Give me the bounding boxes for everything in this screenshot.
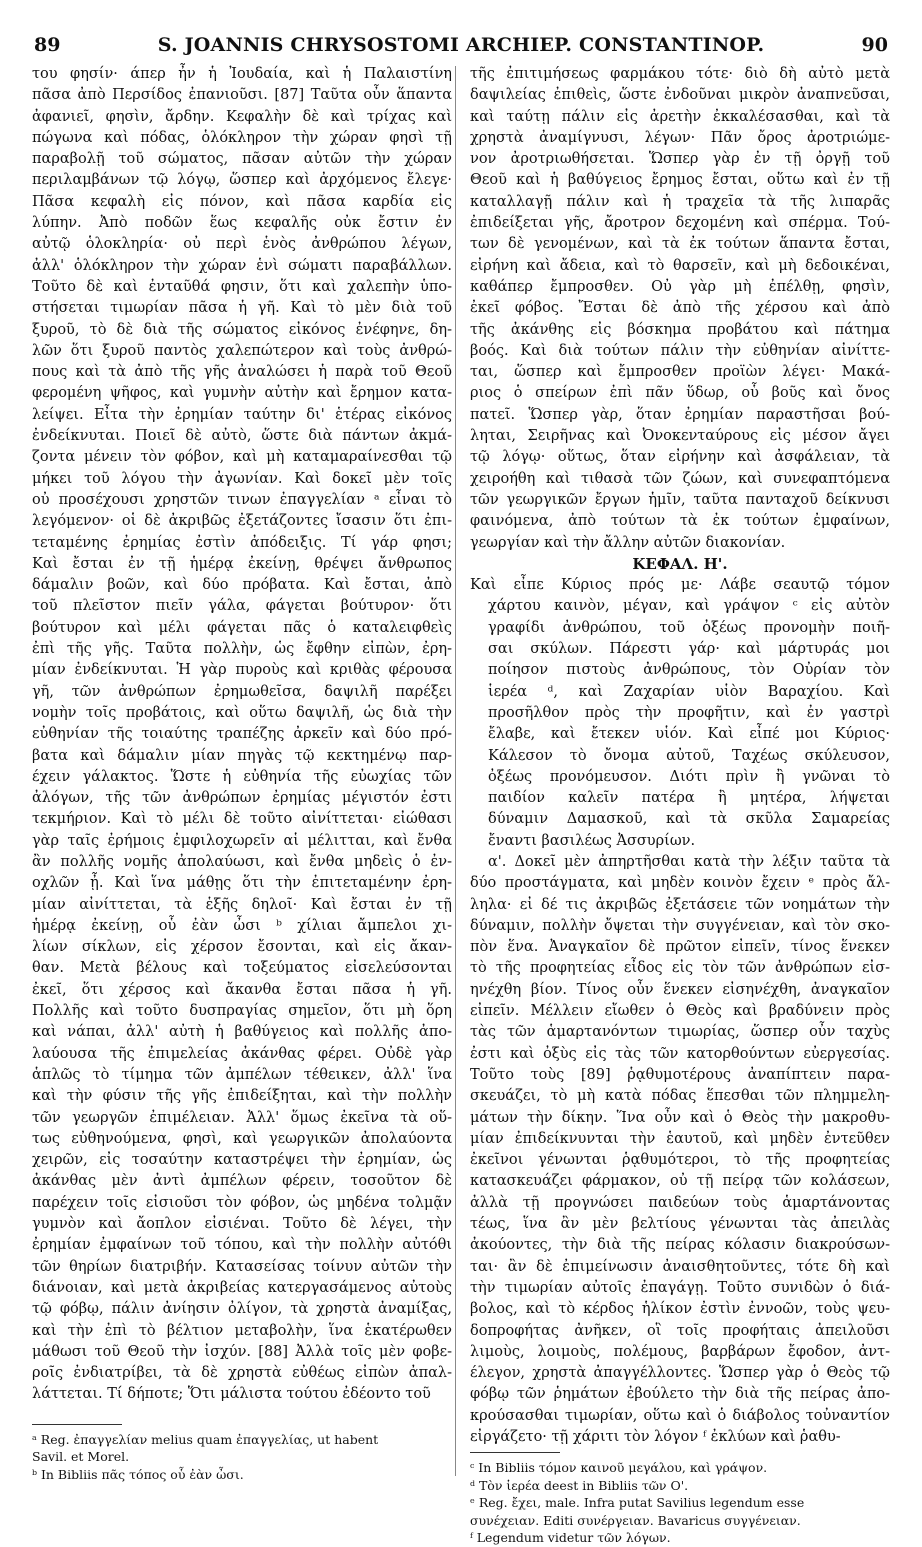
text-line: καθάπερ ἔμπροσθεν. Οὐ γὰρ μὴ ἐπέλθῃ, φησὶν, <box>470 278 890 295</box>
text-line: τῆς ἀκάνθης εἰς βόσκημα προβάτου καὶ πάτημα <box>470 321 890 338</box>
text-line: εἰργάζετο· τῇ χάριτι τὸν λόγον ᶠ ἐκλύων καὶ ῥαθυ- <box>470 1429 841 1445</box>
text-line: α'. Δοκεῖ μὲν ἀπηρτῆσθαι κατὰ τὴν λέξιν ταῦτα τὰ <box>488 853 890 870</box>
text-line: διάνοιαν, καὶ μετὰ ἀκριβείας κατεργασάμενος αὐτοὺς <box>32 1279 452 1296</box>
scripture-line: δύναμιν Δαμασκοῦ, καὶ τὰ σκῦλα Σαμαρείας <box>488 811 890 828</box>
text-line: μήκει τοῦ λόγου τὴν ἀγωνίαν. Καὶ δοκεῖ μὲν τοῖς <box>32 470 452 487</box>
text-line: πατεῖ. Ὥσπερ γὰρ, ὅταν ἐρημίαν παραστῆσαι βού- <box>470 406 890 423</box>
spacer <box>32 1406 452 1420</box>
text-line: λίων σίκλων, εἰς χέρσον ἔσονται, καὶ εἰς ἄκαν- <box>32 939 452 956</box>
text-line: των δὲ γενομένων, καὶ τὰ ἐκ τούτων ἅπαντα ἔσται, <box>470 236 890 253</box>
text-line: μίαν ἐνδείκνυται. Ἡ γὰρ πυροὺς καὶ κριθὰς φέρουσα <box>32 662 452 679</box>
text-line: τῶν γεωργῶν ἐπιμέλειαν. Ἀλλ' ὅμως ἐκεῖνα τὰ οὕ- <box>32 1109 452 1126</box>
page-number-right: 90 <box>861 34 888 56</box>
text-line: βολος, καὶ τὸ κέρδος ἡλίκον ἐστὶν ἐννοῶν, τοὺς ψευ- <box>470 1301 890 1318</box>
chapter-heading: ΚΕΦΑΛ. Η'. <box>632 554 728 573</box>
scripture-line: ἔλαβε, καὶ ἔτεκεν υἱόν. Καὶ εἶπέ μοι Κύριος· <box>488 726 890 743</box>
scripture-line: ἱερέα ᵈ, καὶ Ζαχαρίαν υἱὸν Βαραχίου. Καὶ <box>488 683 890 700</box>
text-line: μάθωσι τοῦ Θεοῦ τὴν ἰσχύν. [88] Ἀλλὰ τοῖς μὲν φοβε- <box>32 1343 452 1360</box>
right-footnotes <box>470 1459 890 1547</box>
right-column-body <box>470 64 890 554</box>
text-line: λιμοὺς, λοιμοὺς, πολέμους, βαρβάρων ἔφοδον, ἀντ- <box>470 1343 890 1360</box>
footnote-line: ᵇ In Bibliis πᾶς τόπος οὗ ἐὰν ὦσι. <box>32 1466 244 1482</box>
text-line: γῆ, τῶν ἀνθρώπων ἐρημωθεῖσα, δαψιλῆ παρέξει <box>32 683 452 700</box>
text-line: ἐπὶ τῆς γῆς. Ταῦτα πολλὴν, ὡς ἔφθην εἰπὼν, ἐρη- <box>32 641 452 658</box>
text-line: νον ἀροτριωθήσεται. Ὥσπερ γὰρ ἐν τῇ ὀργῇ τοῦ <box>470 151 890 168</box>
text-line: ριος ὁ σπείρων ἐπὶ πᾶν ὕδωρ, οὗ βοῦς καὶ ὄνος <box>470 385 890 402</box>
text-line: τῶν γεωργικῶν ἔργων ἡμῖν, ταῦτα πανταχοῦ δείκνυσι <box>470 491 890 508</box>
text-line: έχειν γάλακτος. Ὥστε ἡ εὐθηνία τῆς εὐωχίας τῶν <box>32 768 452 785</box>
text-line: θαν. Μετὰ βέλους καὶ τοξεύματος εἰσελεύσονται <box>32 960 452 977</box>
text-line: ληται, Σειρῆνας καὶ Ὀνοκενταύρους εἰς μέσον ἄγει <box>470 428 890 445</box>
text-line: ἐνδείκνυται. Ποιεῖ δὲ αὐτὸ, ὥστε διὰ πάντων ἀκμά- <box>32 428 452 445</box>
text-line: παραβολῇ τοῦ σώματος, πᾶσαν αὐτῶν τὴν χώραν <box>32 151 452 168</box>
text-line: δύο προστάγματα, καὶ μηδὲν κοινὸν ἔχειν ᵉ πρὸς ἄλ- <box>470 875 890 892</box>
text-line: εἰπεῖν. Μέλλειν εἴωθεν ὁ Θεὸς καὶ βραδύνειν πρὸς <box>470 1003 890 1020</box>
footnote-line: ᵃ Reg. ἐπαγγελίαν melius quam ἐπαγγελίας, ut habent <box>32 1431 379 1447</box>
left-column-body <box>32 64 452 1406</box>
commentary-text <box>470 852 890 1448</box>
text-line: τῷ λόγῳ· οὕτως, ὅταν εἰρήνην καὶ ἀσφάλειαν, τὰ <box>470 449 890 466</box>
text-line: Πολλῆς καὶ τοῦτο δυσπραγίας σημεῖον, ὅτι μὴ ὅρη <box>32 1003 452 1020</box>
text-line: μίαν αἰνίττεται, τὰ ἑξῆς δηλοῖ· Καὶ ἔσται ἐν τῇ <box>32 896 452 913</box>
text-line: ξυροῦ, τὸ δὲ διὰ τῆς σώματος εἰκόνος ἐνέφηνε, δη- <box>32 321 452 338</box>
text-line: καὶ τὴν φύσιν τῆς γῆς ἐπιδείξηται, καὶ τὴν πολλὴν <box>32 1088 452 1105</box>
text-line: εἰρήνη καὶ ἄδεια, καὶ τὸ θαρσεῖν, καὶ μὴ δεδοικέναι, <box>470 257 890 274</box>
text-line: λύπην. Ἀπὸ ποδῶν ἕως κεφαλῆς οὐκ ἔστιν ἐν <box>32 215 452 232</box>
text-line: ἀκούοντες, τὴν διὰ τῆς πείρας κόλασιν διακρούσων- <box>470 1237 890 1254</box>
text-line: ἀλλ' ὁλόκληρον τὴν χώραν ἑνὶ σώματι παραβάλλων. <box>32 257 452 274</box>
text-line: δαψιλείας ἐπιθεὶς, ὥστε ἐνδοῦναι μικρὸν ἀναπνεῦσαι, <box>470 87 890 104</box>
text-line: πᾶσα ἀπὸ Περσίδος ἐπανιοῦσι. [87] Ταῦτα οὖν ἅπαντα <box>32 87 452 104</box>
scripture-line: ὀξέως προνόμευσον. Διότι πρὶν ἢ γνῶναι τὸ <box>488 768 890 785</box>
text-line: τῶν θηρίων διατριβήν. Κατασείσας τοίνυν αὐτῶν τὴν <box>32 1258 452 1275</box>
footnote-line: Savil. et Morel. <box>32 1449 130 1465</box>
scripture-line: προσῆλθον πρὸς τὴν προφῆτιν, καὶ ἐν γαστρὶ <box>488 704 890 721</box>
text-line: λαύουσα τῆς ἐπιμελείας ἀκάνθας φέρει. Οὐδὲ γὰρ <box>32 1045 452 1062</box>
text-line: ἐκεῖ φόβος. Ἔσται δὲ ἀπὸ τῆς χέρσου καὶ ἀπὸ <box>470 300 890 317</box>
text-line: ἐπιδείξεται γῆς, ἄροτρον δεχομένη καὶ σπέρμα. Τού- <box>470 215 890 232</box>
text-line: τὰς τῶν ἁμαρτανόντων τιμωρίας, ὥσπερ οὖν ταχὺς <box>470 1024 890 1041</box>
text-line: καὶ ταύτῃ πάλιν εἰς ἀρετὴν ἐκκαλέσασθαι, καὶ τὰ <box>470 108 890 125</box>
text-line: γὰρ ταῖς ἐρήμοις ἐμφιλοχωρεῖν αἱ μέλιτται, καὶ ἔνθα <box>32 832 452 849</box>
footnote-line: ᶠ Legendum videtur τῶν λόγων. <box>470 1530 671 1546</box>
text-line: ἐρημίαν ἐμφαίνων τοῦ τόπου, καὶ τὴν πολλὴν αὐτόθι <box>32 1237 452 1254</box>
text-line: ται, ὥσπερ καὶ ἔμπροσθεν προϊὼν λέγει· Μακά- <box>470 364 890 381</box>
text-line: φόβῳ τῶν ῥημάτων ἐβούλετο τὴν διὰ τῆς πείρας ἀπο- <box>470 1386 890 1403</box>
text-line: ληλα· εἰ δέ τις ἀκριβῶς ἐξετάσειε τῶν νοημάτων τὴν <box>470 896 890 913</box>
text-line: έλεγον, χρηστὰ ἀπαγγέλλοντες. Ὥσπερ γὰρ ὁ Θεὸς τῷ <box>470 1365 890 1382</box>
text-line: εὐθηνίαν τῆς τοιαύτης τραπέζης ἀρκεῖν καὶ δύο πρό- <box>32 726 452 743</box>
text-line: σκευάζει, τὸ μὴ κατὰ πόδας ἕπεσθαι τῶν πλημμελη- <box>470 1088 890 1105</box>
text-line: τὸ τῆς προφητείας εἶδος εἰς τὸν τῶν ἀνθρώπων εἰσ- <box>470 960 890 977</box>
footnote-line: ᶜ In Bibliis τόμον καινοῦ μεγάλου, καὶ γράψον. <box>470 1460 768 1476</box>
running-title: S. JOANNIS CHRYSOSTOMI ARCHIEP. CONSTANTINOP. <box>157 34 765 56</box>
scripture-line: Καὶ εἶπε Κύριος πρός με· Λάβε σεαυτῷ τόμον <box>470 577 890 594</box>
right-column <box>470 64 890 1546</box>
text-line: ἀφανιεῖ, φησὶν, ἄρδην. Κεφαλὴν δὲ καὶ τρίχας καὶ <box>32 108 452 125</box>
left-column <box>32 64 452 1517</box>
text-line: ἐκεῖ, ὅτι χέρσος καὶ ἄκανθα ἔσται πᾶσα ἡ γῆ. <box>32 981 452 998</box>
text-line: Καὶ ἔσται ἐν τῇ ἡμέρᾳ ἐκείνῃ, θρέψει ἄνθρωπος <box>32 555 452 572</box>
text-line: ἂν πολλῆς νομῆς ἀπολαύωσι, καὶ ἔνθα μηδεὶς ὁ ἐν- <box>32 853 452 870</box>
text-line: περιλαμβάνων τῷ λόγῳ, ὥσπερ καὶ ἀρχόμενος ἔλεγε· <box>32 172 452 189</box>
text-line: πώγωνα καὶ πόδας, ὁλόκληρον τὴν χώραν φησὶ τῇ <box>32 129 452 146</box>
text-line: τῷ φόβῳ, πάλιν ἀνίησιν ὀλίγον, τὰ χρηστὰ ἀναμίξας, <box>32 1301 452 1318</box>
footnote-rule-left <box>32 1424 122 1425</box>
footnote-line: ᵈ Τὸν ἱερέα deest in Bibliis τῶν Ο'. <box>470 1477 689 1493</box>
text-line: ἀκάνθας μὲν ἀντὶ ἀμπέλων φέρειν, τοσοῦτον δὲ <box>32 1173 452 1190</box>
text-line: ἡμέρᾳ ἐκείνῃ, οὗ ἐὰν ὦσι ᵇ χίλιαι ἄμπελοι χι- <box>32 917 452 934</box>
text-line: τεταμένης ἐρημίας ἐστὶν ἀπόδειξις. Τί γάρ φησι; <box>32 534 452 551</box>
text-line: πους καὶ τὰ ἀπὸ τῆς γῆς ἀναλώσει ἡ παρὰ τοῦ Θεοῦ <box>32 364 452 381</box>
running-head <box>34 34 888 60</box>
scripture-line: ποίησον πιστοὺς ἀνθρώπους, τὸν Οὐρίαν τὸν <box>488 662 890 679</box>
text-line: βούτυρον καὶ μέλι φάγεται πᾶς ὁ καταλειφθεὶς <box>32 619 452 636</box>
text-line: λεγόμενον· οἱ δὲ ἀκριβῶς ἐξετάζοντες ἴσασιν ὅτι ἐπι- <box>32 513 452 530</box>
text-line: τῆς ἐπιτιμήσεως φαρμάκου τότε· διὸ δὴ αὐτὸ μετὰ <box>470 66 890 82</box>
text-line: τοῦ πλεῖστον πιεῖν γάλα, φάγεται βούτυρον· ὅτι <box>32 598 452 615</box>
text-line: του φησίν· άπερ ἦν ἡ Ἰουδαία, καὶ ἡ Παλαιστίνη <box>32 66 452 82</box>
text-line: Πᾶσα κεφαλὴ εἰς πόνον, καὶ πᾶσα καρδία εἰς <box>32 193 452 210</box>
text-line: ἐκεῖνοι γένωνται ῥᾳθυμότεροι, τὸ τῆς προφητείας <box>470 1152 890 1169</box>
text-line: πὸν ἕνα. Ἀναγκαῖον δὲ πρῶτον εἰπεῖν, τίνος ἕνεκεν <box>470 939 890 956</box>
text-line: ἀλόγων, τῆς τῶν ἀνθρώπων ἐρημίας μέγιστόν ἐστι <box>32 790 452 807</box>
text-line: τὴν τιμωρίαν αὐτοῖς ἐπαγάγῃ. Τοῦτο συνιδὼν ὁ διά- <box>470 1279 890 1296</box>
text-line: λῶν ὅτι ξυροῦ παντὸς χαλεπώτερον καὶ τοὺς ἀνθρώ- <box>32 342 452 359</box>
footnote-rule-right <box>470 1452 560 1453</box>
text-line: ται· ἂν δὲ ἐπιμείνωσιν ἀναισθητοῦντες, τότε δὴ καὶ <box>470 1258 890 1275</box>
left-footnotes <box>32 1431 452 1484</box>
text-line: οχλῶν ᾖ. Καὶ ἵνα μάθῃς ὅτι τὴν ἐπιτεταμένην ἐρη- <box>32 875 452 892</box>
text-line: δύναμιν, πολλὴν ὄψεται τὴν συγγένειαν, καὶ τὸν σκο- <box>470 917 890 934</box>
page-number-left: 89 <box>34 34 61 56</box>
text-line: τως εὐθηνούμενα, φησὶ, καὶ γεωργικῶν ἀπολαύοντα <box>32 1130 452 1147</box>
text-line: βατα καὶ δάμαλιν μίαν πηγὰς τῷ κεκτημένῳ παρ- <box>32 747 452 764</box>
scripture-line: γραφίδι ἀνθρώπου, τοῦ ὀξέως προνομὴν ποιῆ- <box>488 619 890 636</box>
text-line: ἁπλῶς τὸ τίμημα τῶν ἀμπέλων τέθεικεν, ἀλλ' ἵνα <box>32 1066 452 1083</box>
text-line: Θεοῦ καὶ ἡ βαθύγειος ἔρημος ἔσται, οὕτω καὶ ἐν τῇ <box>470 172 890 189</box>
text-line: τέως, ἵνα ἂν μὲν βελτίους γένωνται τὰς ἀπειλὰς <box>470 1216 890 1233</box>
scripture-line: Κάλεσον τὸ ὄνομα αὐτοῦ, Ταχέως σκύλευσον, <box>488 747 890 764</box>
text-line: δοπροφήτας ἀνῆκεν, οἳ τοῖς προφήταις ἀπειλοῦσι <box>470 1322 890 1339</box>
text-line: μάτων τὴν δίκην. Ἵνα οὖν καὶ ὁ Θεὸς τὴν μακροθυ- <box>470 1109 890 1126</box>
text-line: οὐ προσέχουσι χρηστῶν τινων ἐπαγγελίαν ᵃ εἶναι τὸ <box>32 491 452 508</box>
text-line: φαινόμενα, ἀπὸ τούτων τὰ ἐκ τούτων ἐμφαίνων, <box>470 513 890 530</box>
text-line: αὐτῷ ὁλοκληρία· οὐ περὶ ἑνὸς ἀνθρώπου λέγων, <box>32 236 452 253</box>
text-line: ροῖς ἐνδιατρίβει, τὰ δὲ χρηστὰ εὐθέως εἰπὼν ἀπαλ- <box>32 1365 452 1382</box>
text-line: χειρῶν, εἰς τοσαύτην καταστρέψει τὴν ἐρημίαν, ὡς <box>32 1152 452 1169</box>
footnote-line: συνέχειαν. Editi συνέργειαν. Bavaricus συγγένειαν. <box>470 1512 801 1528</box>
text-line: βοός. Καὶ διὰ τούτων πάλιν τὴν εὐθηνίαν αἰνίττε- <box>470 342 890 359</box>
text-line: ἐστι καὶ ὀξὺς εἰς τὰς τῶν κατορθούντων εὐεργεσίας. <box>470 1045 890 1062</box>
text-line: ἀλλὰ τῇ προγνώσει παιδεύων τοὺς ἁμαρτάνοντας <box>470 1194 890 1211</box>
text-line: ηνέχθη βίον. Τίνος οὖν ἕνεκεν εἰσηνέχθη, ἀναγκαῖον <box>470 981 890 998</box>
text-line: Τοῦτο δὲ καὶ ἐνταῦθά φησιν, ὅτι καὶ χαλεπὴν ὑπο- <box>32 278 452 295</box>
text-line: καταλλαγῇ πάλιν καὶ ἡ τραχεῖα τὰ τῆς λιπαρᾶς <box>470 193 890 210</box>
text-line: λάττεται. Τί δήποτε; Ὅτι μάλιστα τούτου ἐδέοντο τοῦ <box>32 1386 431 1403</box>
scripture-line: χάρτου καινὸν, μέγαν, καὶ γράψον ᶜ εἰς αὐτὸν <box>488 598 890 615</box>
text-line: κρούσασθαι τιμωρίαν, οὕτω καὶ ὁ διάβολος τοὐναντίον <box>470 1407 890 1424</box>
scripture-line: ἔναντι βασιλέως Ἀσσυρίων. <box>488 832 696 849</box>
text-line: ζοντα μένειν τὸν φόβον, καὶ μὴ καταμαραίνεσθαι τῷ <box>32 449 452 466</box>
text-line: δάμαλιν βοῶν, καὶ δύο πρόβατα. Καὶ ἔσται, ἀπὸ <box>32 577 452 594</box>
text-line: καὶ νάπαι, ἀλλ' αὐτὴ ἡ βαθύγειος καὶ πολλῆς ἀπο- <box>32 1024 452 1041</box>
column-divider <box>455 66 456 1476</box>
scripture-line: σαι σκύλων. Πάρεστι γάρ· καὶ μάρτυράς μοι <box>488 641 890 658</box>
footnote-line: ᵉ Reg. ἔχει, male. Infra putat Savilius legendum esse <box>470 1495 805 1511</box>
text-line: κατασκευάζει φάρμακον, οὐ τῇ πείρᾳ τῶν κολάσεων, <box>470 1173 890 1190</box>
text-line: στήσεται τιμωρίαν πᾶσα ἡ γῆ. Καὶ τὸ μὲν διὰ τοῦ <box>32 300 452 317</box>
text-line: τεκμήριον. Καὶ τὸ μέλι δὲ τοῦτο αἰνίττεται· εἰώθασι <box>32 811 452 828</box>
text-line: καὶ τὴν ἐπὶ τὸ βέλτιον μεταβολὴν, ἵνα ἑκατέρωθεν <box>32 1322 452 1339</box>
text-line: Τοῦτο τοὺς [89] ῥᾳθυμοτέρους ἀναπίπτειν παρα- <box>470 1066 890 1083</box>
text-line: γεωργίαν καὶ τὴν ἄλλην αὐτῶν διακονίαν. <box>470 534 786 551</box>
text-line: νομὴν τοῖς προβάτοις, καὶ οὕτω δαψιλῆ, ὡς διὰ τὴν <box>32 704 452 721</box>
scripture-lemma <box>470 575 890 852</box>
text-line: παρέχειν τοῖς εἰσιοῦσι τὸν φόβον, ὡς μηδένα τολμᾷν <box>32 1194 452 1211</box>
text-line: χρηστὰ ἀναμίγνυσι, λέγων· Πᾶν ὄρος ἀροτριώμε- <box>470 129 890 146</box>
text-line: χειροήθη καὶ τιθασὰ τῶν ζώων, καὶ συνεφαπτόμενα <box>470 470 890 487</box>
text-line: μίαν ἐπιδείκνυνται τὴν ἑαυτοῦ, καὶ μηδὲν ἐντεῦθεν <box>470 1130 890 1147</box>
text-line: φερομένη ψῆφος, καὶ γυμνὴν αὐτὴν καὶ ἔρημον κατα- <box>32 385 452 402</box>
text-line: γυμνὸν καὶ ἄοπλον εἰσιέναι. Τοῦτο δὲ λέγει, τὴν <box>32 1216 452 1233</box>
scripture-line: παιδίον καλεῖν πατέρα ἢ μητέρα, λήψεται <box>488 790 890 807</box>
text-line: λείψει. Εἶτα τὴν ἐρημίαν ταύτην δι' ἑτέρας εἰκόνος <box>32 406 452 423</box>
